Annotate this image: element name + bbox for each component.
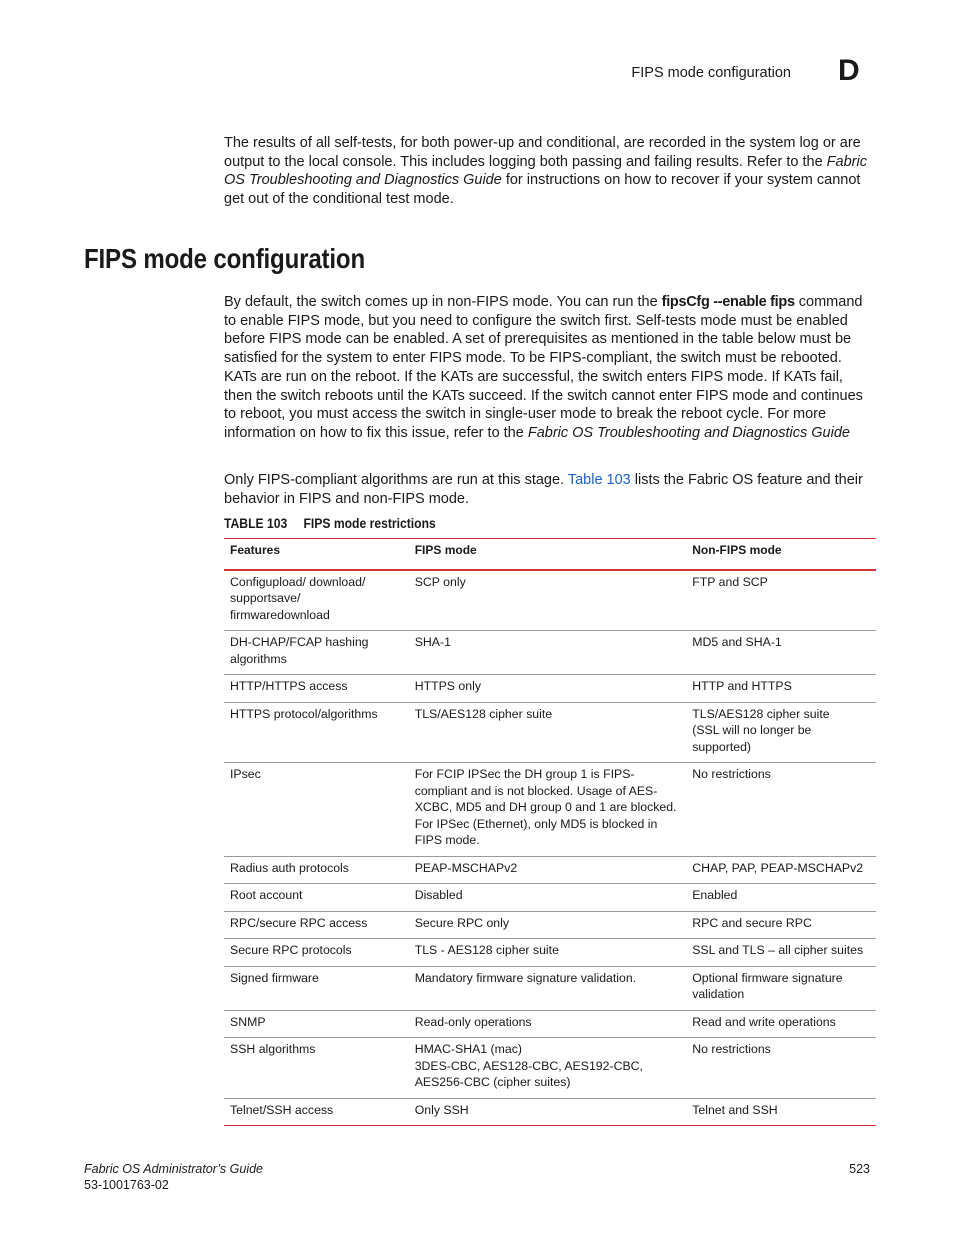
cell-line: PEAP-MSCHAPv2 xyxy=(414,860,518,875)
cell-fips-mode xyxy=(409,1010,687,1038)
cell-fips-mode xyxy=(409,856,687,884)
table-103-link[interactable]: Table 103 xyxy=(567,472,631,488)
cell-line: HMAC-SHA1 (mac) xyxy=(414,1042,522,1056)
cell-line: supportsave/ xyxy=(230,591,301,605)
appendix-letter: D xyxy=(838,54,860,87)
para1-text-1: By default, the switch comes up in non-FIPS mode. You can run the xyxy=(224,294,662,310)
footer-doc-number: 53-1001763-02 xyxy=(84,1177,169,1192)
table-caption xyxy=(224,516,436,531)
table-row xyxy=(224,1038,876,1099)
cell-line: HTTP/HTTPS access xyxy=(230,679,348,693)
table-row xyxy=(224,1010,876,1038)
footer-page-number: 523 xyxy=(849,1162,870,1176)
cell-fips-mode xyxy=(409,675,687,703)
cell-line: CHAP, PAP, PEAP-MSCHAPv2 xyxy=(692,860,864,875)
cell-line: Mandatory firmware signature validation. xyxy=(414,970,637,985)
cell-feature xyxy=(224,570,409,631)
cell-line: RPC/secure RPC access xyxy=(230,915,368,930)
cell-line: 3DES-CBC, AES128-CBC, AES192-CBC, AES256-CBC (cipher suites) xyxy=(414,1058,643,1089)
cell-line: Read-only operations xyxy=(414,1014,532,1029)
cell-line: HTTP and HTTPS xyxy=(692,679,792,693)
table-row xyxy=(224,702,876,763)
cell-line: SHA-1 xyxy=(414,635,451,649)
cell-non-fips-mode xyxy=(686,631,876,675)
header-fips-mode: FIPS mode xyxy=(409,539,687,570)
para1-guide-title: Fabric OS Troubleshooting and Diagnostics Guide xyxy=(527,424,850,441)
cell-line: (SSL will no longer be supported) xyxy=(692,723,812,754)
running-header: FIPS mode configuration xyxy=(631,65,791,81)
intro-text-1: The results of all self-tests, for both power-up and conditional, are recorded in the system log or are output to the local console. This includes logging both passing and failing results. Refer to the xyxy=(224,135,861,170)
cell-line: firmwaredownload xyxy=(230,607,330,622)
cell-feature xyxy=(224,763,409,857)
intro-text-2: for instructions on how to recover if your system cannot get out of the conditional test mode. xyxy=(224,172,861,208)
cell-line: Telnet and SSH xyxy=(692,1102,778,1117)
table-caption-number: TABLE 103 xyxy=(224,516,288,531)
cell-line: TLS - AES128 cipher suite xyxy=(414,943,559,957)
cell-fips-mode xyxy=(409,1038,687,1099)
para1-text-2: command to enable FIPS mode, but you need to configure the switch first. Self-tests mode must be enabled before FIPS mode can be enabled. A set of prerequisites as mentioned in the table below must be satisfied for the system to enter FIPS mode. To be FIPS-compliant, the switch must be rebooted. KATs are run on the reboot. If the KATs are successful, the switch enters FIPS mode. If KATs fail, then the switch reboots until the KATs succeed. If the switch cannot enter FIPS mode and continues to reboot, you must access the switch in single-user mode to break the reboot cycle. For more information on how to fix this issue, refer to the xyxy=(224,294,863,441)
cell-line: RPC and secure RPC xyxy=(692,915,812,930)
cell-line: SCP only xyxy=(414,574,466,589)
intro-guide-title: Fabric OS Troubleshooting and Diagnostics Guide xyxy=(224,153,867,189)
cell-line: HTTPS protocol/algorithms xyxy=(230,706,378,721)
cell-non-fips-mode xyxy=(686,1010,876,1038)
header-non-fips-mode: Non-FIPS mode xyxy=(686,539,876,570)
table-row xyxy=(224,966,876,1010)
table-caption-title: FIPS mode restrictions xyxy=(303,516,436,531)
cell-feature xyxy=(224,1098,409,1126)
cell-feature xyxy=(224,702,409,763)
cell-line: IPsec xyxy=(230,767,261,781)
cell-fips-mode xyxy=(409,966,687,1010)
cell-feature xyxy=(224,1010,409,1038)
cell-feature xyxy=(224,911,409,939)
cell-fips-mode xyxy=(409,884,687,912)
cell-non-fips-mode xyxy=(686,675,876,703)
table-row xyxy=(224,631,876,675)
table-row xyxy=(224,570,876,631)
cell-feature xyxy=(224,884,409,912)
cell-line: Telnet/SSH access xyxy=(230,1102,334,1117)
section-title: FIPS mode configuration xyxy=(84,243,366,274)
cell-line: For FCIP IPSec the DH group 1 is FIPS-compliant and is not blocked. Usage of AES-XCBC, MD5 and DH group 0 and 1 are blocked. xyxy=(414,767,677,814)
cell-fips-mode xyxy=(409,1098,687,1126)
cell-feature xyxy=(224,939,409,967)
cell-line: Only SSH xyxy=(414,1102,469,1117)
cell-line: FTP and SCP xyxy=(692,574,768,589)
cell-line: Radius auth protocols xyxy=(230,860,349,875)
cell-line: No restrictions xyxy=(692,1042,771,1056)
table-row xyxy=(224,763,876,857)
cell-line: Signed firmware xyxy=(230,970,319,985)
table-row xyxy=(224,884,876,912)
cell-line: Root account xyxy=(230,888,303,902)
table-row xyxy=(224,1098,876,1126)
cell-line: TLS/AES128 cipher suite xyxy=(692,706,830,721)
table-header-row xyxy=(224,539,876,570)
cell-feature xyxy=(224,1038,409,1099)
cell-line: TLS/AES128 cipher suite xyxy=(414,706,553,721)
cell-non-fips-mode xyxy=(686,1098,876,1126)
cell-line: Secure RPC protocols xyxy=(230,943,352,957)
fips-description-paragraph xyxy=(224,293,872,443)
table-row xyxy=(224,939,876,967)
cell-line: Disabled xyxy=(414,888,463,902)
cell-fips-mode xyxy=(409,911,687,939)
fips-restrictions-table xyxy=(224,538,876,1126)
cell-line: Read and write operations xyxy=(692,1014,836,1029)
cell-fips-mode xyxy=(409,570,687,631)
fipscfg-command: fipsCfg --enable fips xyxy=(661,294,795,310)
cell-line: DH-CHAP/FCAP hashing algorithms xyxy=(230,635,369,666)
cell-line: Secure RPC only xyxy=(414,915,510,930)
cell-line: No restrictions xyxy=(692,767,771,781)
cell-line: Configupload/ download/ xyxy=(230,574,366,589)
cell-non-fips-mode xyxy=(686,702,876,763)
cell-fips-mode xyxy=(409,702,687,763)
cell-non-fips-mode xyxy=(686,911,876,939)
cell-line: SSL and TLS – all cipher suites xyxy=(692,943,864,957)
cell-line: Optional firmware signature validation xyxy=(692,970,843,1001)
cell-non-fips-mode xyxy=(686,570,876,631)
para2-text-2: lists the Fabric OS feature and their behavior in FIPS and non-FIPS mode. xyxy=(224,472,863,507)
cell-non-fips-mode xyxy=(686,966,876,1010)
cell-line: SNMP xyxy=(230,1014,266,1029)
footer-doc-title: Fabric OS Administrator’s Guide xyxy=(84,1162,263,1176)
algorithms-paragraph xyxy=(224,471,872,508)
cell-feature xyxy=(224,856,409,884)
cell-line: Enabled xyxy=(692,888,738,902)
cell-non-fips-mode xyxy=(686,939,876,967)
cell-line: For IPSec (Ethernet), only MD5 is blocked in FIPS mode. xyxy=(414,816,658,847)
cell-non-fips-mode xyxy=(686,856,876,884)
cell-line: SSH algorithms xyxy=(230,1042,316,1056)
cell-non-fips-mode xyxy=(686,1038,876,1099)
cell-feature xyxy=(224,631,409,675)
cell-line: MD5 and SHA-1 xyxy=(692,635,782,649)
intro-paragraph xyxy=(224,134,872,209)
header-features: Features xyxy=(224,539,409,570)
table-body xyxy=(224,570,876,1126)
cell-non-fips-mode xyxy=(686,763,876,857)
cell-fips-mode xyxy=(409,763,687,857)
cell-line: HTTPS only xyxy=(414,679,481,693)
cell-fips-mode xyxy=(409,631,687,675)
cell-feature xyxy=(224,675,409,703)
cell-feature xyxy=(224,966,409,1010)
table-row xyxy=(224,856,876,884)
para2-text-1: Only FIPS-compliant algorithms are run at this stage. xyxy=(224,472,568,488)
cell-fips-mode xyxy=(409,939,687,967)
footer-doc-info xyxy=(84,1162,263,1193)
table-row xyxy=(224,675,876,703)
cell-non-fips-mode xyxy=(686,884,876,912)
table-row xyxy=(224,911,876,939)
